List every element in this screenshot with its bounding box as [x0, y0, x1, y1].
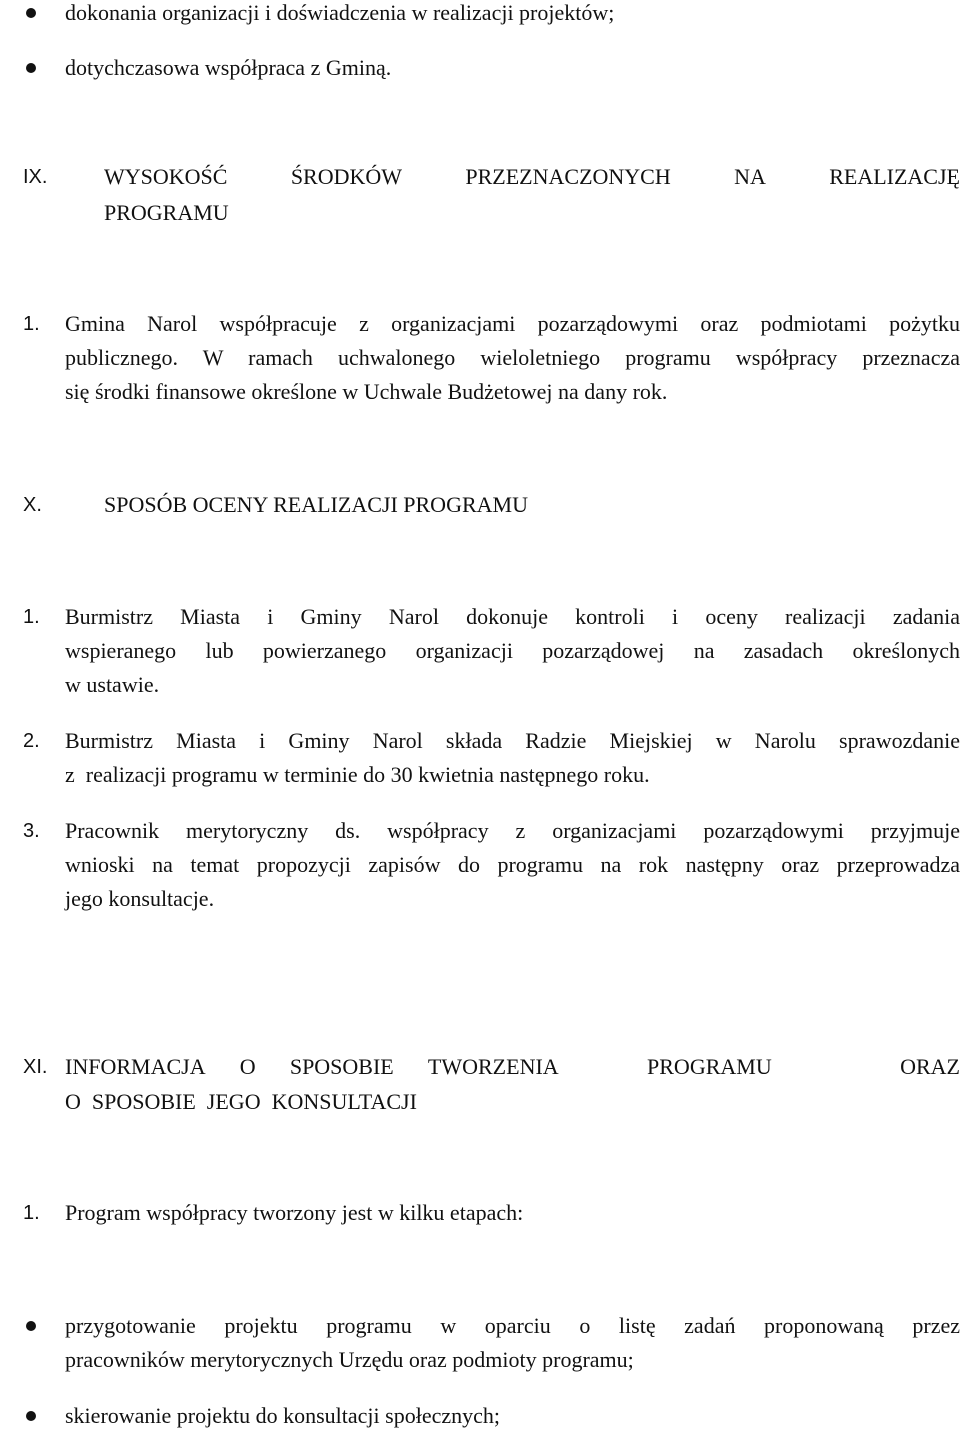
section-numeral: XI. [23, 1056, 48, 1078]
paragraph-line: Pracownik merytoryczny ds. współpracy z organizacjami pozarządowymi przyjmuje [65, 818, 960, 843]
item-number: 1. [23, 1202, 40, 1224]
item-number: 1. [23, 313, 40, 335]
item-number: 3. [23, 820, 40, 842]
section-title-word: O [239, 1054, 256, 1079]
paragraph-line: jego konsultacje. [65, 886, 215, 911]
paragraph-line: wspieranego lub powierzanego organizacji pozarządowej na zasadach określonych [65, 638, 960, 663]
section-title-word: PRZEZNACZONYCH [465, 164, 671, 189]
section-title-word: SPOSOBIE [289, 1054, 394, 1079]
section-title-word: PROGRAMU [647, 1054, 772, 1079]
list-item: przygotowanie projektu programu w oparciu o listę zadań proponowaną przez [65, 1313, 960, 1338]
list-item-continued: pracowników merytorycznych Urzędu oraz podmioty programu; [65, 1347, 634, 1372]
bullet-icon [26, 63, 36, 73]
section-numeral: IX. [23, 166, 48, 188]
section-numeral: X. [23, 494, 42, 516]
section-title [104, 160, 960, 194]
paragraph-line: w ustawie. [65, 672, 160, 697]
list-item: dokonania organizacji i doświadczenia w realizacji projektów; [65, 0, 615, 25]
paragraph-line: się środki finansowe określone w Uchwale Budżetowej na dany rok. [65, 379, 668, 404]
paragraph-line: wnioski na temat propozycji zapisów do programu na rok następny oraz przeprowadza [65, 852, 960, 877]
paragraph-line: Gmina Narol współpracuje z organizacjami pozarządowymi oraz podmiotami pożytku [65, 311, 960, 336]
section-title [65, 1050, 960, 1084]
list-item: dotychczasowa współpraca z Gminą. [65, 55, 392, 80]
section-title: SPOSÓB OCENY REALIZACJI PROGRAMU [104, 492, 528, 517]
section-title-word: WYSOKOŚĆ [104, 164, 228, 189]
paragraph-line: Program współpracy tworzony jest w kilku etapach: [65, 1200, 524, 1225]
section-title-continued: O SPOSOBIE JEGO KONSULTACJI [65, 1089, 417, 1114]
section-title-word: TWORZENIA [427, 1054, 559, 1079]
bullet-icon [26, 1321, 36, 1331]
section-title-word: INFORMACJA [65, 1054, 206, 1079]
section-title-word: NA [734, 164, 766, 189]
section-title-word: REALIZACJĘ [829, 164, 960, 189]
list-item: skierowanie projektu do konsultacji społecznych; [65, 1403, 500, 1428]
paragraph-line: z realizacji programu w terminie do 30 kwietnia następnego roku. [65, 762, 650, 787]
section-title-continued: PROGRAMU [104, 200, 229, 225]
paragraph-line: publicznego. W ramach uchwalonego wieloletniego programu współpracy przeznacza [65, 345, 960, 370]
paragraph-line: Burmistrz Miasta i Gminy Narol dokonuje kontroli i oceny realizacji zadania [65, 604, 960, 629]
bullet-icon [26, 1411, 36, 1421]
paragraph-line: Burmistrz Miasta i Gminy Narol składa Radzie Miejskiej w Narolu sprawozdanie [65, 728, 960, 753]
bullet-icon [26, 8, 36, 18]
item-number: 1. [23, 606, 40, 628]
item-number: 2. [23, 730, 40, 752]
section-title-word: ŚRODKÓW [290, 164, 403, 189]
section-title-word: ORAZ [900, 1054, 960, 1079]
